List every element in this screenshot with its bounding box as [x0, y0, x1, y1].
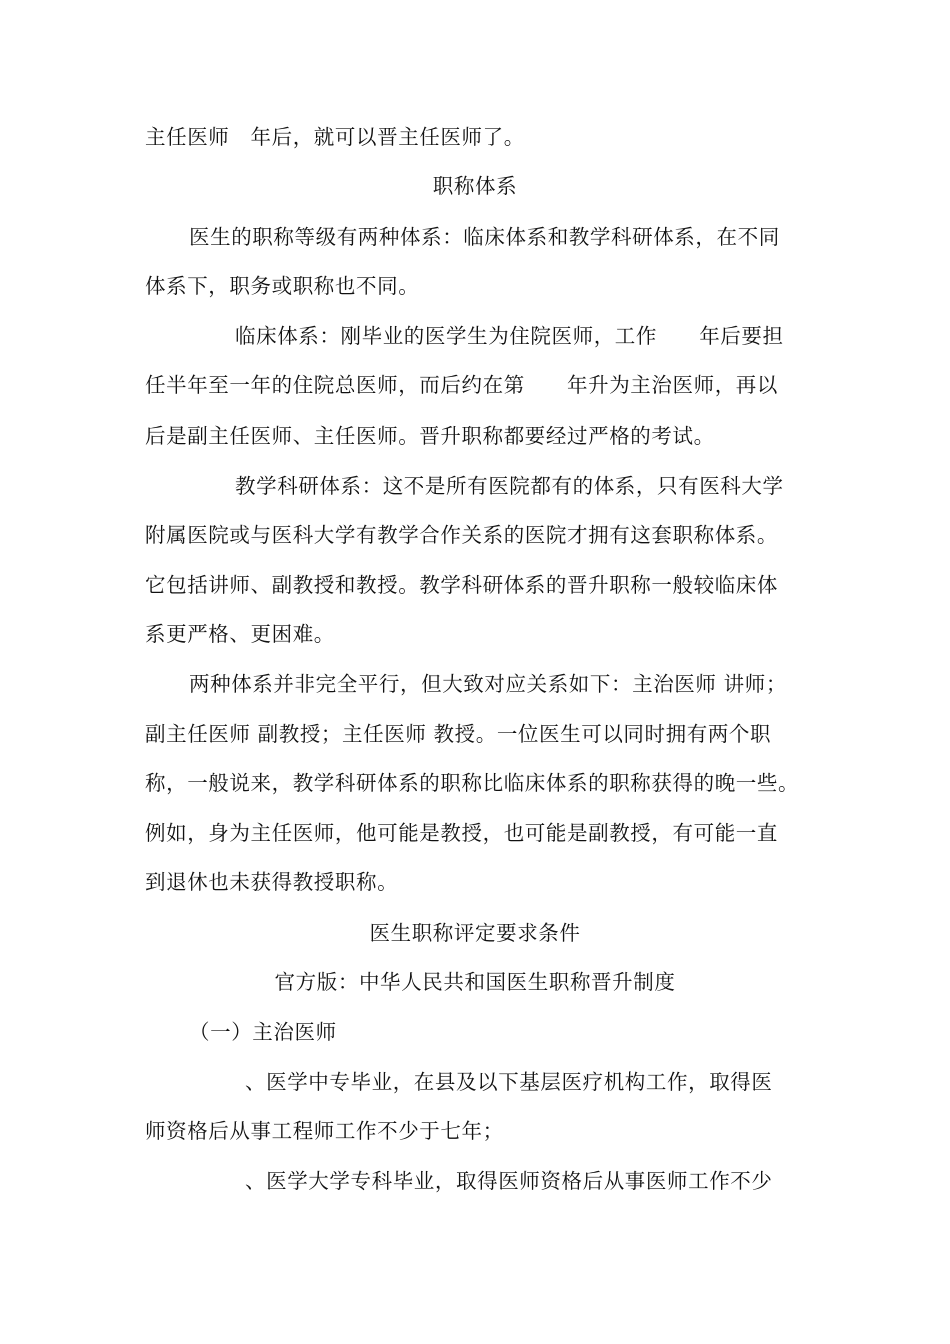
section-heading: 医生职称评定要求条件: [369, 921, 581, 945]
text-line: 医生的职称等级有两种体系：临床体系和教学科研体系，在不同: [189, 225, 780, 249]
text-line: 系更严格、更困难。: [145, 622, 335, 646]
text-line: 称，一般说来，教学科研体系的职称比临床体系的职称获得的晚一些。: [145, 771, 800, 795]
text-line: 临床体系：刚毕业的医学生为住院医师，工作 年后要担: [235, 324, 784, 348]
text-line: 、医学中专毕业，在县及以下基层医疗机构工作，取得医: [245, 1070, 773, 1094]
subheading: 官方版：中华人民共和国医生职称晋升制度: [274, 970, 676, 994]
text-line: 副主任医师 副教授；主任医师 教授。一位医生可以同时拥有两个职: [145, 722, 772, 746]
text-line: 到退休也未获得教授职称。: [145, 870, 399, 894]
text-line: 任半年至一年的住院总医师，而后约在第 年升为主治医师，再以: [145, 373, 778, 397]
text-line: 附属医院或与医科大学有教学合作关系的医院才拥有这套职称体系。: [145, 523, 778, 547]
text-line: 师资格后从事工程师工作不少于七年；: [145, 1119, 504, 1143]
text-line: 它包括讲师、副教授和教授。教学科研体系的晋升职称一般较临床体: [145, 573, 778, 597]
text-line: 教学科研体系：这不是所有医院都有的体系，只有医科大学: [235, 474, 784, 498]
text-line: 两种体系并非完全平行，但大致对应关系如下：主治医师 讲师；: [189, 672, 787, 696]
section-heading: 职称体系: [432, 174, 518, 198]
text-line: 后是副主任医师、主任医师。晋升职称都要经过严格的考试。: [145, 424, 715, 448]
text-line: 体系下，职务或职称也不同。: [145, 274, 420, 298]
list-heading: （一）主治医师: [189, 1020, 337, 1044]
text-line: 例如，身为主任医师，他可能是教授，也可能是副教授，有可能一直: [145, 821, 778, 845]
text-line: 主任医师 年后，就可以晋主任医师了。: [145, 125, 525, 149]
text-line: 、医学大学专科毕业，取得医师资格后从事医师工作不少: [245, 1169, 773, 1193]
